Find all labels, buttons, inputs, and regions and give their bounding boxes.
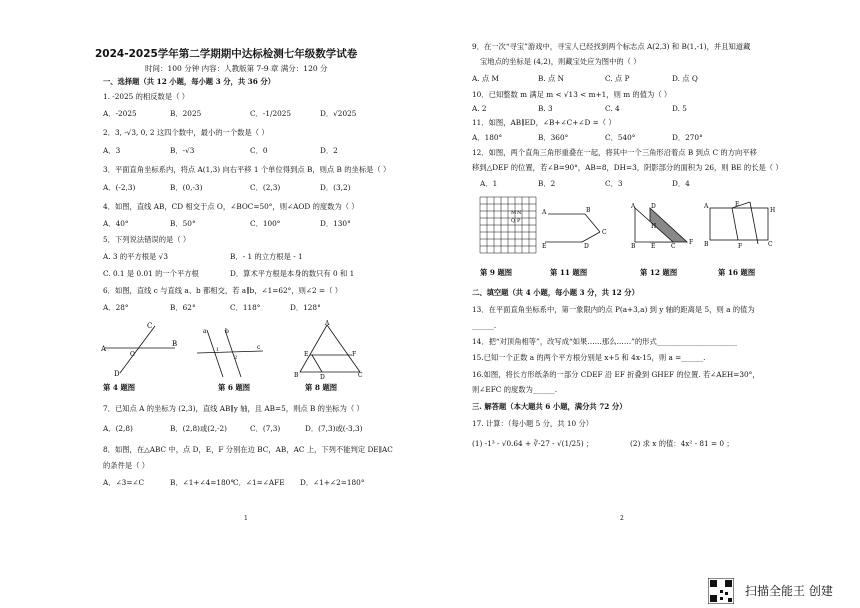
svg-text:C: C xyxy=(671,243,676,250)
q3-c: C．(2,3) xyxy=(250,183,281,192)
q2-stem: 2．3, -√3, 0, 2 这四个数中，最小的一个数是（ ） xyxy=(103,128,269,137)
section-3-heading: 三. 解答题（本大题共 6 小题，满分共 72 分） xyxy=(472,402,627,411)
q8-stem-2: 的条件是（ ） xyxy=(103,461,150,470)
q7-c: C．(7,3) xyxy=(250,424,281,433)
q1-d: D．√2025 xyxy=(320,109,357,118)
svg-text:1: 1 xyxy=(216,347,220,353)
q1-a: A．-2025 xyxy=(103,109,137,118)
q4-b: B．50° xyxy=(170,219,196,228)
q7-b: B．(2,8)或(2,-2) xyxy=(170,424,228,433)
q9-stem-1: 9．在一次“寻宝”游戏中，寻宝人已经找到两个标志点 A(2,3) 和 B(1,-1)，并且知道藏 xyxy=(472,42,751,51)
q9-d: D. 点 Q xyxy=(672,74,698,83)
exam-subtitle: 时间：100 分钟 内容：人教版第 7-9 章 满分：120 分 xyxy=(145,64,328,73)
q17-part-1: (1) -1³ - √0.64 + ∛-27 - √(1/25) ； xyxy=(472,439,594,448)
q12-c: C．3 xyxy=(605,179,623,188)
q4-c: C．100° xyxy=(250,219,281,228)
page-number-2: 2 xyxy=(620,515,624,522)
q11-a: A．180° xyxy=(472,133,503,142)
q9-c: C. 点 P xyxy=(605,74,630,83)
caption-fig-12: 第 12 题图 xyxy=(640,268,678,277)
svg-text:D: D xyxy=(114,370,120,378)
figure-q9-grid xyxy=(478,195,538,255)
q7-stem: 7．已知点 A 的坐标为 (2,3)，直线 AB∥y 轴，且 AB=5，则点 B 的坐标为（ ） xyxy=(103,404,364,413)
svg-text:D: D xyxy=(651,203,656,210)
caption-fig-16: 第 16 题图 xyxy=(718,268,756,277)
q10-d: D. 5 xyxy=(672,104,687,113)
svg-text:D: D xyxy=(584,243,589,250)
q1-stem: 1. -2025 的相反数是（ ） xyxy=(103,92,190,101)
figure-q12 xyxy=(615,200,700,250)
svg-text:E: E xyxy=(542,243,547,250)
q8-c: C．∠1=∠AFE xyxy=(233,478,285,487)
q17-stem: 17. 计算：（每小题 5 分，共 10 分） xyxy=(472,419,594,428)
svg-text:2: 2 xyxy=(234,355,238,361)
caption-fig-8: 第 8 题图 xyxy=(305,383,338,392)
svg-text:A: A xyxy=(704,203,709,210)
q4-a: A．40° xyxy=(103,219,129,228)
caption-fig-11: 第 11 题图 xyxy=(550,268,588,277)
qr-code-icon xyxy=(708,578,734,604)
q3-d: D．(3,2) xyxy=(320,183,351,192)
svg-text:B: B xyxy=(172,340,178,348)
q12-d: D．4 xyxy=(672,179,690,188)
q9-stem-2: 宝地点的坐标是 (4,2)，则藏宝处应为图中的（ ） xyxy=(480,57,641,66)
q10-a: A. 2 xyxy=(472,104,487,113)
svg-text:D: D xyxy=(320,374,325,380)
q11-b: B．360° xyxy=(538,133,569,142)
figure-q8 xyxy=(292,320,367,380)
q5-a: A. 3 的平方根是 √3 xyxy=(103,252,168,261)
q6-b: B．62° xyxy=(170,303,196,312)
svg-text:C: C xyxy=(147,322,153,330)
q16-stem-2: 则∠EFC 的度数为______. xyxy=(472,385,558,394)
q17-part-2: (2) 求 x 的值：4x² - 81 = 0 ； xyxy=(630,439,734,448)
q14-stem: 14．把“对顶角相等”，改写成“如果……那么……”的形式______________________ xyxy=(472,337,738,346)
q3-b: B．(0,-3) xyxy=(170,183,203,192)
q11-c: C．540° xyxy=(605,133,636,142)
svg-text:A: A xyxy=(325,320,330,327)
q8-a: A．∠3=∠C xyxy=(103,478,145,487)
q6-a: A．28° xyxy=(103,303,129,312)
svg-text:F: F xyxy=(689,239,694,246)
svg-text:H: H xyxy=(770,207,776,214)
svg-text:E: E xyxy=(304,351,309,358)
q2-c: C．0 xyxy=(250,146,268,155)
svg-text:E: E xyxy=(651,243,656,250)
q12-stem-2: 移到△DEF 的位置，若∠B=90°，AB=8，DH=3，阴影部分的面积为 26，则 BE 的长是（ ） xyxy=(472,163,783,172)
svg-text:E: E xyxy=(735,201,740,208)
q10-c: C. 4 xyxy=(605,104,620,113)
section-1-heading: 一、选择题（共 12 小题，每小题 3 分，共 36 分） xyxy=(103,77,275,86)
q2-d: D．2 xyxy=(320,146,338,155)
q16-stem-1: 16.如图，将长方形纸条的一部分 CDEF 沿 EF 折叠到 GHEF 的位置. 若∠AEH=30°， xyxy=(472,370,760,379)
figure-q4 xyxy=(100,318,180,378)
q3-stem: 3．平面直角坐标系内，将点 A(1,3) 向右平移 1 个单位得到点 B，则点 B 的坐标是（ ） xyxy=(103,165,391,174)
svg-text:A: A xyxy=(101,345,107,353)
exam-title: 2024-2025学年第二学期期中达标检测七年级数学试卷 xyxy=(95,48,358,60)
q9-b: B. 点 N xyxy=(538,74,565,83)
q4-stem: 4．如图，直线 AB，CD 相交于点 O，∠BOC=50°，则∠AOD 的度数为（ ） xyxy=(103,202,359,211)
svg-text:b: b xyxy=(225,328,229,335)
q9-a: A. 点 M xyxy=(472,74,499,83)
q12-stem-1: 12．如图，两个直角三角形重叠在一起，将其中一个三角形沿着点 B 到点 C 的方向平移 xyxy=(472,148,757,157)
q8-stem-1: 8．如图，在△ABC 中，点 D，E，F 分别在边 BC，AB，AC 上，下列不能判定 DE∥AC xyxy=(103,445,393,454)
svg-text:C: C xyxy=(358,372,363,379)
q7-d: D．(7,3)或(-3,3) xyxy=(305,424,363,433)
scanner-watermark: 扫描全能王 创建 xyxy=(745,584,833,598)
q8-d: D．∠1+∠2=180° xyxy=(300,478,365,487)
svg-text:F: F xyxy=(738,243,743,250)
q12-b: B．2 xyxy=(538,179,556,188)
q12-a: A．1 xyxy=(480,179,498,188)
q11-stem: 11．如图，AB∥ED，∠B+∠C+∠D =（ ） xyxy=(472,118,616,127)
svg-text:B: B xyxy=(631,243,636,250)
q1-b: B．2025 xyxy=(170,109,202,118)
q2-b: B．-√3 xyxy=(170,146,195,155)
svg-text:C: C xyxy=(602,229,607,236)
q3-a: A．(-2,3) xyxy=(103,183,136,192)
q5-d: D．算术平方根是本身的数只有 0 和 1 xyxy=(230,269,355,278)
q6-d: D．128° xyxy=(290,303,321,312)
svg-text:C: C xyxy=(768,241,773,248)
q10-stem: 10．已知整数 m 满足 m < √13 < m+1，则 m 的值为（ ） xyxy=(472,90,672,99)
svg-text:Q: Q xyxy=(511,218,516,224)
svg-text:N: N xyxy=(517,210,522,216)
q5-c: C. 0.1 是 0.01 的一个平方根 xyxy=(103,269,199,278)
q15-stem: 15.已知一个正数 a 的两个平方根分别是 x+5 和 4x-15，则 a =______. xyxy=(472,353,706,362)
q7-a: A．(2,8) xyxy=(103,424,133,433)
figure-q11 xyxy=(540,200,615,250)
figure-q6 xyxy=(195,325,265,380)
caption-fig-6: 第 6 题图 xyxy=(218,383,251,392)
q5-b: B．- 1 的立方根是 - 1 xyxy=(230,252,303,261)
svg-text:B: B xyxy=(294,372,299,379)
svg-text:B: B xyxy=(704,241,709,248)
svg-text:c: c xyxy=(257,344,261,351)
q4-d: D．130° xyxy=(320,219,351,228)
svg-text:F: F xyxy=(352,351,357,358)
svg-text:A: A xyxy=(542,209,547,216)
caption-fig-9: 第 9 题图 xyxy=(480,268,513,277)
q6-c: C．118° xyxy=(230,303,261,312)
q11-d: D．270° xyxy=(672,133,703,142)
svg-text:M: M xyxy=(511,210,517,216)
q5-stem: 5．下列说法错误的是（ ） xyxy=(103,235,191,244)
q10-b: B. 3 xyxy=(538,104,553,113)
svg-text:A: A xyxy=(631,203,636,210)
page-right xyxy=(430,0,860,608)
svg-text:a: a xyxy=(203,328,207,335)
svg-text:P: P xyxy=(517,218,521,224)
svg-text:H: H xyxy=(651,223,657,230)
page-number-1: 1 xyxy=(244,515,248,522)
svg-text:B: B xyxy=(586,207,591,214)
q2-a: A．3 xyxy=(103,146,121,155)
svg-text:O: O xyxy=(130,351,135,358)
q1-c: C．-1/2025 xyxy=(250,109,292,118)
caption-fig-4: 第 4 题图 xyxy=(103,383,136,392)
figure-q16 xyxy=(702,198,777,250)
section-2-heading: 二、填空题（共 4 小题，每小题 3 分，共 12 分） xyxy=(472,288,639,297)
q13-stem-2: ______. xyxy=(472,321,497,330)
q8-b: B．∠1+∠4=180° xyxy=(170,478,234,487)
q6-stem: 6．如图，直线 c 与直线 a、b 都相交，若 a∥b，∠1=62°，则∠2 =（ ） xyxy=(103,286,342,295)
q13-stem-1: 13．在平面直角坐标系中，第一象限内的点 P(a+3,a) 到 y 轴的距离是 5，则 a 的值为 xyxy=(472,305,755,314)
